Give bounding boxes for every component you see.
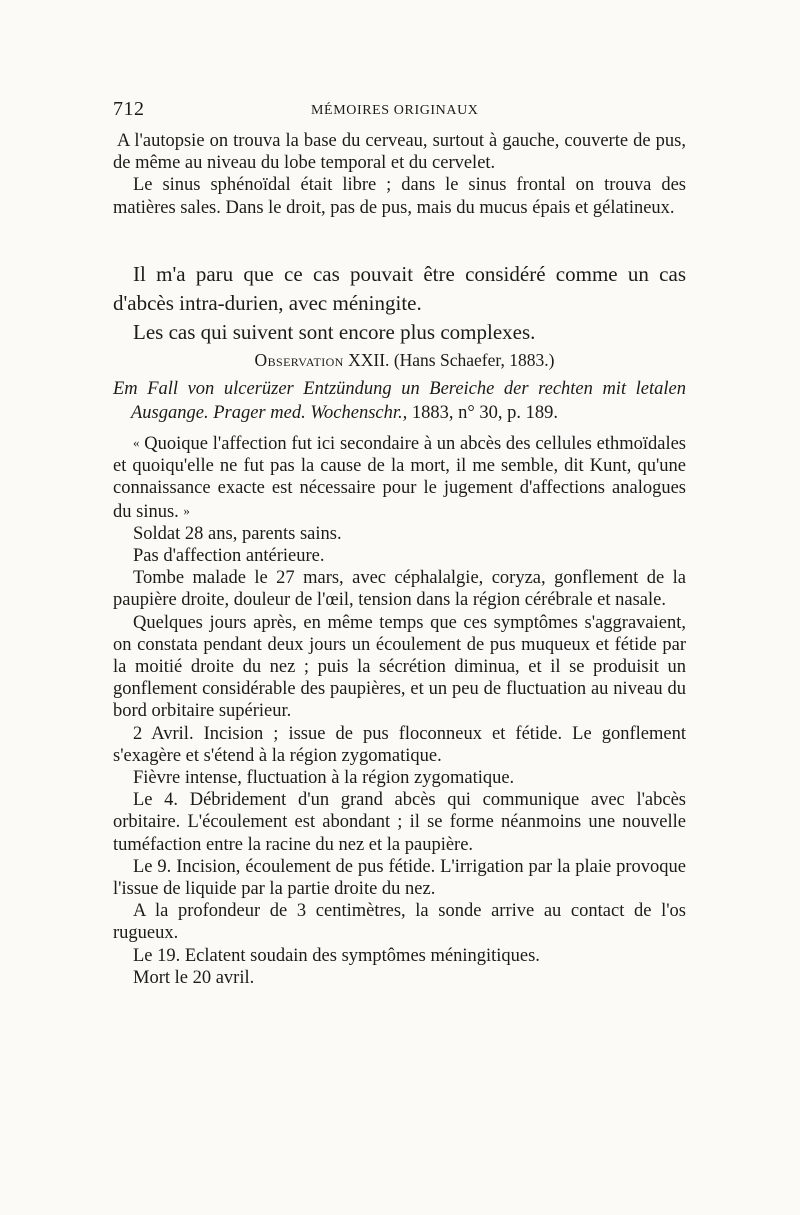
paragraph: Le 4. Débridement d'un grand abcès qui communique avec l'abcès orbitaire. L'écoulement est abondant ; il se forme néanmoins une nouvelle tuméfaction entre la racine du nez et la paupière. xyxy=(113,790,686,855)
observation-label: Observation xyxy=(254,350,344,370)
page-header xyxy=(113,98,687,122)
citation-title: Em Fall von ulcerüzer Entzündung un Bereiche der rechten mit letalen Ausgange. Prager med. Wochenschr., xyxy=(113,379,686,423)
observation-number: XXII. xyxy=(348,350,390,370)
paragraph: Le 9. Incision, écoulement de pus fétide. L'irrigation par la plaie provoque l'issue de liquide par la partie droite du nez. xyxy=(113,856,686,900)
paragraph: 2 Avril. Incision ; issue de pus floconneux et fétide. Le gonflement s'exagère et s'étend à la région zygomatique. xyxy=(113,723,686,766)
paragraph: Le 19. Eclatent soudain des symptômes méningitiques. xyxy=(133,945,540,966)
page-number: 712 xyxy=(113,98,145,120)
commentary-section xyxy=(113,260,686,347)
paragraph: Soldat 28 ans, parents sains. xyxy=(133,523,342,544)
paragraph: Pas d'affection antérieure. xyxy=(133,546,325,567)
paragraph: Fièvre intense, fluctuation à la région zygomatique. xyxy=(133,768,515,789)
paragraph: Le sinus sphénoïdal était libre ; dans le sinus frontal on trouva des matières sales. Dans le droit, pas de pus, mais du mucus épais et gélatineux. xyxy=(113,175,686,218)
citation xyxy=(113,377,686,425)
paragraph: Les cas qui suivent sont encore plus complexes. xyxy=(133,320,536,344)
paragraph: Quelques jours après, en même temps que ces symptômes s'aggravaient, on constata pendant deux jours un écoulement de pus muqueux et fétide par la moitié droite du nez ; puis la sécrétion diminua, et il se produisit un gonflement considérable des paupières, et un peu de fluctuation au niveau du bord orbitaire supérieur. xyxy=(113,612,686,722)
paragraph: A la profondeur de 3 centimètres, la sonde arrive au contact de l'os rugueux. xyxy=(113,901,686,944)
autopsy-section xyxy=(113,130,686,219)
paragraph: Mort le 20 avril. xyxy=(133,967,255,988)
citation-reference: 1883, n° 30, p. 189. xyxy=(411,403,559,423)
quote-paragraph xyxy=(113,432,686,523)
quote-text: Quoique l'affection fut ici secondaire à un abcès des cellules ethmoïdales et quoiqu'elle ne fut pas la cause de la mort, il me semble, dit Kunt, qu'une connaissance exacte est nécessaire pour le jugement d'affections analogues du sinus. xyxy=(113,434,686,522)
paragraph: Tombe malade le 27 mars, avec céphalalgie, coryza, gonflement de la paupière droite, douleur de l'œil, tension dans la région cérébrale et nasale. xyxy=(113,568,686,611)
running-head: MÉMOIRES ORIGINAUX xyxy=(311,103,479,118)
open-quote: « xyxy=(133,435,140,450)
observation-author: (Hans Schaefer, 1883.) xyxy=(393,350,555,370)
observation-section xyxy=(113,349,686,989)
close-quote: » xyxy=(183,502,190,518)
paragraph: A l'autopsie on trouva la base du cerveau, surtout à gauche, couverte de pus, de même au niveau du lobe temporal et du cervelet. xyxy=(113,131,686,174)
paragraph: Il m'a paru que ce cas pouvait être considéré comme un cas d'abcès intra-durien, avec méningite. xyxy=(113,262,686,315)
observation-heading xyxy=(113,349,686,371)
